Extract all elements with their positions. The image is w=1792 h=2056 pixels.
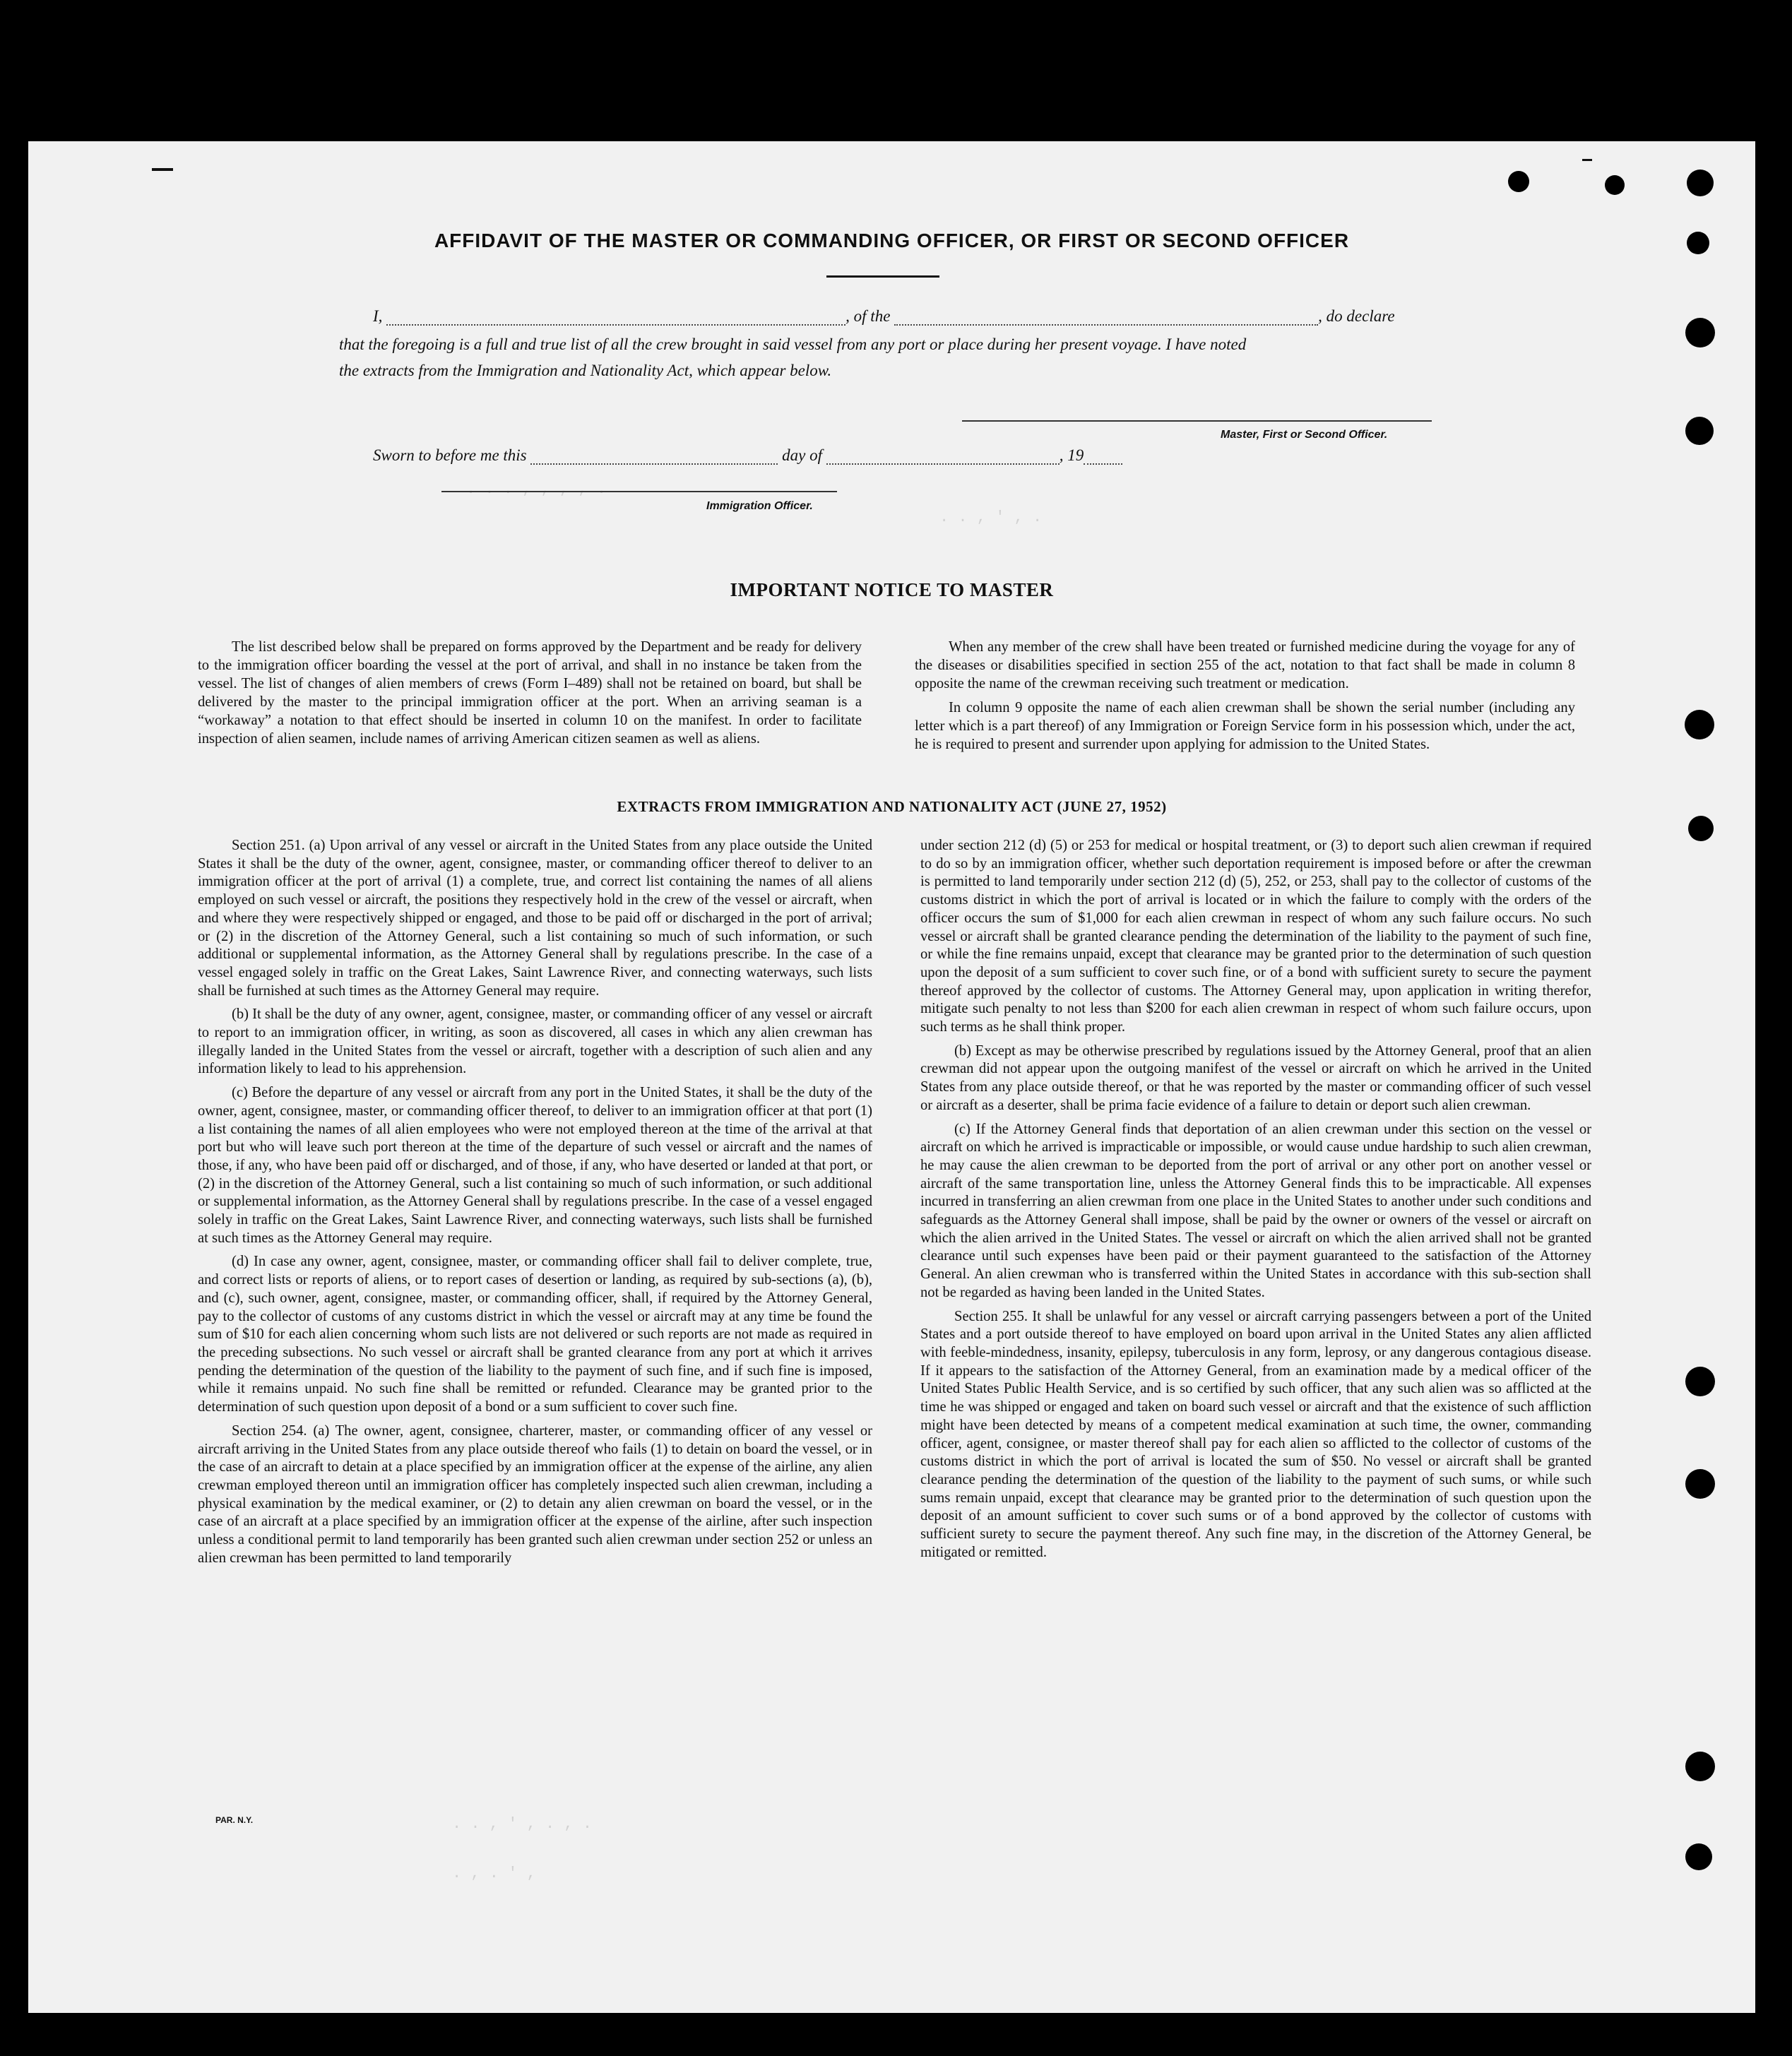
vessel-name-field[interactable] — [894, 309, 1318, 326]
bleed-through: . , . ' , — [452, 1865, 536, 1882]
sworn-prefix: Sworn to before me this — [373, 446, 527, 464]
punch-hole — [1508, 171, 1529, 192]
punch-hole — [1687, 170, 1714, 196]
sworn-day-of-label: day of — [782, 446, 822, 464]
affidavit-title: AFFIDAVIT OF THE MASTER OR COMMANDING OFFICER, OR FIRST OR SECOND OFFICER — [434, 230, 1350, 251]
declarant-prefix: I, — [373, 307, 383, 325]
notice-paragraph: The list described below shall be prepared on forms approved by the Department and be ready for delivery to the immigration officer boarding the vessel at the port of arrival, and shall in no instance be taken from the vessel. The list of changes of alien members of crews (Form I–489) shall not be retained on board, but shall be delivered by the master to the principal immigration officer at the port. When an arriving seaman is a “workaway” a notation to that effect should be inserted in column 10 on the manifest. In order to facilitate inspection of alien seamen, include names of arriving American citizen seamen as well as aliens. — [198, 639, 862, 747]
punch-hole — [1605, 175, 1625, 195]
title-rule — [826, 275, 939, 278]
immigration-officer-signature-line[interactable] — [441, 491, 837, 492]
punch-hole — [1685, 1367, 1715, 1396]
sworn-line — [373, 446, 1122, 465]
scan-mark — [152, 168, 173, 171]
extracts-left-column — [198, 837, 872, 1573]
punch-hole — [1688, 816, 1714, 841]
scan-mark — [1582, 159, 1592, 161]
notice-title: IMPORTANT NOTICE TO MASTER — [730, 579, 1054, 600]
master-signature-caption: Master, First or Second Officer. — [1221, 429, 1388, 441]
punch-hole — [1685, 318, 1715, 347]
declaration-text-2: that the foregoing is a full and true list of all the crew brought in said vessel from any port or place during her present voyage. I have noted — [339, 335, 1247, 353]
extract-paragraph: (d) In case any owner, agent, consignee, master, or commanding officer shall fail to deliver complete, true, and correct lists or reports of aliens, or to report cases of desertion or landing, as required by sub-sections (a), (b), and (c), such owner, agent, consignee, master, or commanding officer, shall, if required by the Attorney General, pay to the collector of customs of any customs district in which the vessel or aircraft may at any time be found the sum of $10 for each alien concerning whom such lists are not delivered or such reports are not made as required in the preceding subsections. No such vessel or aircraft shall be granted clearance from any port at which it arrives pending the determination of the question of the liability to the payment of such fine, and if such fine is imposed, while it remains unpaid. No such fine shall be remitted or refunded. Clearance may be granted prior to the determination of such question upon deposit of a bond or a sum sufficient to cover such fine. — [198, 1254, 872, 1415]
bleed-through: . . . , , , , . — [466, 480, 607, 498]
declaration-line — [373, 307, 1395, 326]
punch-hole — [1685, 417, 1714, 445]
extract-paragraph: (b) It shall be the duty of any owner, agent, consignee, master, or commanding officer of any vessel or aircraft to report to an immigration officer, in writing, as soon as discovered, all cases in which any alien crewman has illegally landed in the United States from the vessel or aircraft, together with a description of such alien and any information likely to lead to his apprehension. — [198, 1006, 872, 1077]
bleed-through: . . , ' , . , . — [452, 1815, 593, 1833]
sworn-year-label: , 19 — [1059, 446, 1084, 464]
notice-right-column — [915, 638, 1575, 759]
punch-hole — [1685, 1752, 1715, 1781]
form-page — [28, 141, 1755, 2013]
notice-left-column — [198, 638, 862, 754]
extract-paragraph: (b) Except as may be otherwise prescribed by regulations issued by the Attorney General, proof that an alien crewman did not appear upon the outgoing manifest of the vessel or aircraft on which he arrived in the United States from any place outside thereof, or that he was reported by the master or commanding officer of such vessel or aircraft as a deserter, shall be prima facie evidence of a failure to detain or deport such alien crewman. — [920, 1042, 1591, 1113]
master-signature-line[interactable] — [962, 420, 1432, 422]
extract-paragraph: Section 255. It shall be unlawful for any vessel or aircraft carrying passengers between a port of the United States and a port outside thereof to have employed on board upon arrival in the United States any alien afflicted with feeble-mindedness, insanity, epilepsy, tuberculosis in any form, leprosy, or any dangerous contagious disease. If it appears to the satisfaction of the Attorney General, from an examination made by a medical officer of the United States Public Health Service, and is so certified by such officer, that any such alien was so afflicted at the time he was shipped or engaged and taken on board such vessel or aircraft and that the existence of such affliction might have been detected by means of a competent medical examination at such time, the owner, commanding officer, agent, consignee, or master thereof shall pay for each alien so afflicted to the collector of customs of the customs district in which the port of arrival is located the sum of $50. No vessel or aircraft shall be granted clearance pending the determination of the question of the liability to the payment of such sums, or while such sums remain unpaid, except that clearance may be granted prior to the determination of such question upon the deposit of an amount sufficient to cover such sums or of a bond approved by the collector of customs with sufficient surety to secure the payment thereof. Any such fine may, in the discretion of the Attorney General, be mitigated or remitted. — [920, 1308, 1591, 1560]
declarant-name-field[interactable] — [386, 309, 845, 326]
punch-hole — [1685, 710, 1714, 739]
declaration-text-3: the extracts from the Immigration and Nationality Act, which appear below. — [339, 362, 832, 379]
extract-paragraph: (c) Before the departure of any vessel or aircraft from any port in the United States, it shall be the duty of the owner, agent, consignee, master, or commanding officer thereof, to deliver to an immigration officer at that port (1) a list containing the names of all alien employees who were not employed thereon at the time of the arrival at that port but who will leave such port thereon at the time of the departure of such vessel or aircraft and the names of those, if any, who have been paid off or discharged, and of those, if any, who have deserted or landed at that port, or (2) in the discretion of the Attorney General, such a list containing so much of such information, or such additional or supplemental information, as the Attorney General shall by regulations prescribe. In the case of a vessel engaged solely in traffic on the Great Lakes, Saint Lawrence River, and connecting waterways, such lists shall be furnished at such times as the Attorney General may require. — [198, 1085, 872, 1246]
printer-code: PAR. N.Y. — [215, 1815, 254, 1825]
punch-hole — [1685, 1843, 1712, 1870]
sworn-year-field[interactable] — [1084, 448, 1122, 465]
bleed-through: . . , ' , . — [939, 509, 1043, 526]
sworn-day-field[interactable] — [530, 448, 778, 465]
extracts-right-column — [920, 837, 1591, 1567]
extracts-title: EXTRACTS FROM IMMIGRATION AND NATIONALITY ACT (JUNE 27, 1952) — [617, 798, 1167, 815]
extract-paragraph: Section 251. (a) Upon arrival of any vessel or aircraft in the United States from any place outside the United States it shall be the duty of the owner, agent, consignee, master, or commanding officer thereof to deliver to an immigration officer at the port of arrival (1) a complete, true, and correct list containing the names of all aliens employed on such vessel or aircraft, the positions they respectively hold in the crew of the vessel or aircraft, when and where they were respectively shipped or engaged, and those to be paid off or discharged in the port of arrival; or (2) in the discretion of the Attorney General, such a list containing so much of such information, or such additional or supplemental information, as the Attorney General shall by regulations prescribe. In the case of a vessel engaged solely in traffic on the Great Lakes, Saint Lawrence River, and connecting waterways, such lists shall be furnished at such times as the Attorney General may require. — [198, 838, 872, 999]
notice-paragraph: When any member of the crew shall have been treated or furnished medicine during the voyage for any of the diseases or disabilities specified in section 255 of the act, notation to that fact shall be made in column 8 opposite the name of the crewman receiving such treatment or medication. — [915, 639, 1575, 691]
of-the-label: , of the — [845, 307, 891, 325]
do-declare-label: , do declare — [1318, 307, 1395, 325]
immigration-officer-caption: Immigration Officer. — [706, 500, 813, 512]
punch-hole — [1685, 1469, 1715, 1499]
extract-paragraph: Section 254. (a) The owner, agent, consignee, charterer, master, or commanding officer of any vessel or aircraft arriving in the United States from any place outside thereof who fails (1) to detain on board the vessel, or in the case of an aircraft to detain at a place specified by an immigration officer at the expense of the airline, any alien crewman employed thereon until an immigration officer has completely inspected such alien crewman, including a physical examination by the medical examiner, or (2) to detain any alien crewman on board the vessel, or in the case of an aircraft at a place specified by an immigration officer at the expense of the airline, after such inspection unless a conditional permit to land temporarily has been granted such alien crewman under section 252 or unless an alien crewman has been permitted to land temporarily — [198, 1422, 872, 1566]
notice-paragraph: In column 9 opposite the name of each alien crewman shall be shown the serial number (including any letter which is a part thereof) of any Immigration or Foreign Service form in his possession which, under the act, he is required to present and surrender upon applying for admission to the United States. — [915, 700, 1575, 752]
extract-paragraph: (c) If the Attorney General finds that deportation of an alien crewman under this section on the vessel or aircraft on which he arrived is impracticable or impossible, or would cause undue hardship to such alien crewman, he may cause the alien crewman to be deported from the port of arrival or any other port on another vessel or aircraft of the same transportation line, unless the Attorney General finds this to be impracticable. All expenses incurred in transferring an alien crewman from one place in the United States to another under such conditions and safeguards as the Attorney General shall impose, shall be paid by the owner or owners of the vessel or aircraft on which the alien arrived in the United States. The vessel or aircraft on which the alien arrived shall not be granted clearance until such expenses have been paid or their payment guaranteed to the satisfaction of the Attorney General. An alien crewman who is transferred within the United States in accordance with this sub-section shall not be regarded as having been landed in the United States. — [920, 1121, 1591, 1300]
sworn-month-field[interactable] — [826, 448, 1060, 465]
extract-paragraph: under section 212 (d) (5) or 253 for medical or hospital treatment, or (3) to deport such alien crewman if required to do so by an immigration officer, whether such deportation requirement is imposed before or after the crewman is permitted to land temporarily under section 212 (d) (5), 252, or 253, shall pay to the collector of customs of the customs district in which the port of arrival is located or in which the failure to comply with the orders of the officer occurs the sum of $1,000 for each alien crewman in respect of whom any such failure occurs. No such vessel or aircraft shall be granted clearance pending the determination of the liability to the payment of such fine, or while the fine remains unpaid, except that clearance may be granted prior to the determination of such question upon the deposit of a sum sufficient to cover such fine, or of a bond with sufficient surety to secure the payment thereof approved by the collector of customs. The Attorney General may, upon application in writing therefor, mitigate such penalty to not less than $200 for each alien crewman in respect of whom such failure occurs, upon such terms as he shall think proper. — [920, 838, 1591, 1035]
